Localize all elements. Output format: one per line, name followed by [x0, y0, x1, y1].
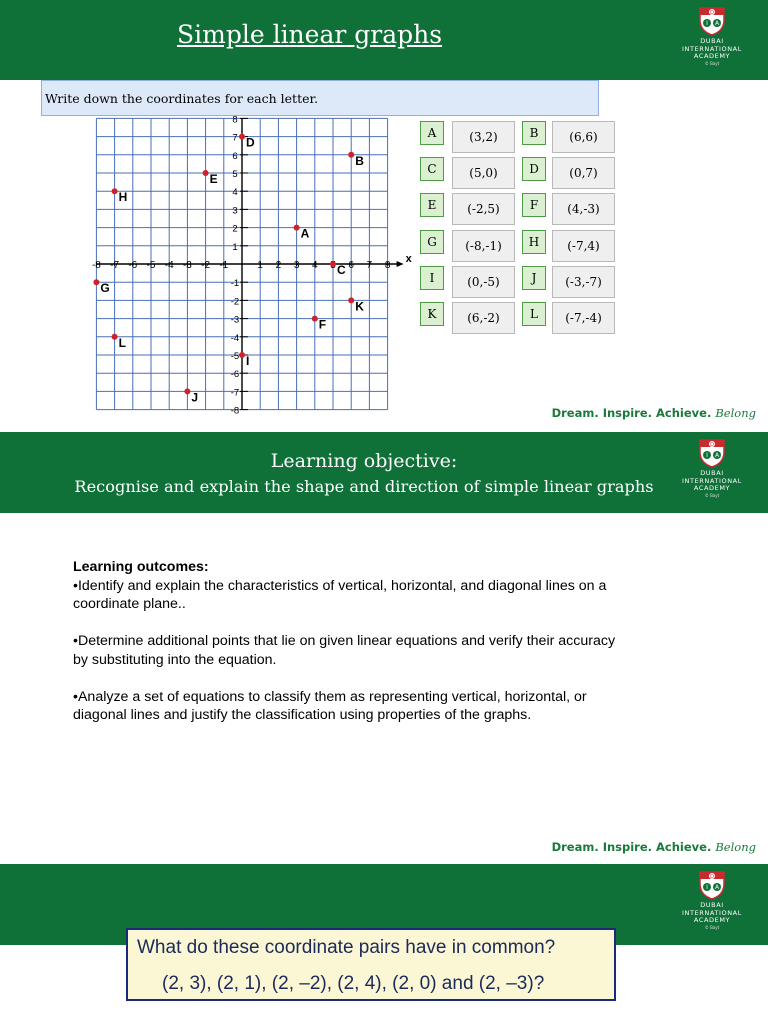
answer-letter-f: F	[522, 193, 546, 217]
tagline	[552, 406, 756, 420]
tagline-belong: Belong	[715, 840, 756, 854]
dia-logo	[672, 438, 752, 506]
dia-logo	[672, 6, 752, 74]
y-tick-label: 2	[232, 223, 238, 235]
point-g-marker	[93, 279, 99, 285]
answer-coordinate-g: (-8,-1)	[452, 230, 515, 262]
logo-name-line1: DUBAI	[700, 37, 724, 45]
x-tick-label: 6	[348, 260, 354, 271]
coordinate-grid	[88, 114, 418, 416]
slide1-header-band	[0, 0, 768, 80]
x-tick-label: -4	[164, 260, 174, 271]
point-k-label: K	[355, 299, 364, 314]
point-a-marker	[294, 225, 300, 231]
y-tick-label: 8	[232, 114, 238, 126]
logo-name-line1: DUBAI	[700, 901, 724, 909]
logo-name-line3: ACADEMY	[693, 916, 731, 924]
answer-coordinate-h: (-7,4)	[552, 230, 615, 262]
y-tick-label: 7	[232, 132, 238, 144]
answer-letter-b: B	[522, 121, 546, 145]
logo-name-line2: INTERNATIONAL	[682, 908, 742, 917]
point-k-marker	[348, 297, 354, 303]
tagline-main: Dream. Inspire. Achieve.	[551, 406, 712, 420]
answer-coordinate-b: (6,6)	[552, 121, 615, 153]
x-tick-label: 8	[384, 260, 391, 271]
answer-coordinate-e: (-2,5)	[452, 193, 515, 225]
answer-letter-i: I	[420, 266, 444, 290]
point-a-label: A	[300, 226, 310, 241]
x-tick-label: -6	[128, 260, 138, 271]
dia-logo	[672, 870, 752, 938]
logo-sub: © Bayt	[704, 60, 720, 66]
question-line2: (2, 3), (2, 1), (2, –2), (2, 4), (2, 0) and (2, –3)?	[162, 973, 545, 994]
y-tick-label: -5	[230, 351, 240, 362]
point-c-marker	[330, 261, 336, 267]
y-tick-label: -4	[230, 332, 240, 344]
answer-coordinate-c: (5,0)	[452, 157, 515, 189]
dia-shield-icon	[698, 870, 726, 900]
outcome-item: •Identify and explain the characteristics of vertical, horizontal, and diagonal lines on a coordinate plane..	[73, 577, 607, 612]
answer-coordinate-i: (0,-5)	[452, 266, 515, 298]
x-tick-label: -5	[146, 260, 156, 271]
y-tick-label: -8	[230, 405, 240, 416]
y-tick-label: -7	[230, 387, 240, 399]
x-axis-arrow-icon	[397, 261, 404, 267]
y-tick-label: 6	[232, 150, 238, 162]
x-tick-label: 1	[257, 260, 263, 271]
x-tick-label: 2	[275, 260, 282, 271]
shield-letter-d: D	[710, 442, 714, 448]
answer-letter-e: E	[420, 193, 444, 217]
point-e-marker	[203, 170, 209, 176]
point-g-label: G	[100, 281, 110, 296]
point-b-label: B	[355, 153, 364, 168]
shield-letter-i: I	[706, 884, 708, 891]
logo-name-line2: INTERNATIONAL	[682, 476, 742, 485]
point-d-label: D	[246, 135, 255, 150]
y-tick-label: -2	[230, 296, 240, 308]
x-tick-label: -8	[91, 260, 101, 271]
shield-letter-i: I	[706, 452, 708, 459]
y-tick-label: 5	[232, 169, 238, 180]
answer-letter-j: J	[522, 266, 546, 290]
answer-coordinate-l: (-7,-4)	[552, 302, 615, 334]
logo-sub: © Bayt	[704, 492, 720, 498]
point-i-marker	[239, 352, 245, 358]
y-tick-label: -1	[230, 278, 240, 290]
answer-letter-h: H	[522, 230, 546, 254]
x-tick-label: -2	[201, 260, 211, 271]
objective-subtitle: Recognise and explain the shape and direction of simple linear graphs	[74, 477, 654, 496]
point-j-label: J	[191, 390, 199, 405]
shield-letter-a: A	[714, 20, 720, 27]
shield-letter-a: A	[714, 452, 720, 459]
logo-name	[672, 470, 752, 493]
learning-outcomes	[73, 558, 633, 743]
y-tick-label: 1	[232, 241, 238, 253]
point-i-label: I	[246, 354, 250, 368]
answer-letter-k: K	[420, 302, 444, 326]
outcomes-heading: Learning outcomes:	[73, 559, 209, 575]
logo-name-line3: ACADEMY	[693, 52, 731, 60]
objective-title: Learning objective:	[270, 450, 458, 472]
slide1-title: Simple linear graphs	[177, 20, 443, 49]
point-j-marker	[184, 388, 190, 394]
point-f-marker	[312, 316, 318, 322]
shield-letter-a: A	[714, 884, 720, 891]
answer-coordinate-j: (-3,-7)	[552, 266, 615, 298]
x-tick-label: -7	[110, 260, 120, 271]
shield-letter-i: I	[706, 20, 708, 27]
question-line1: What do these coordinate pairs have in common?	[137, 937, 556, 958]
logo-name-line1: DUBAI	[700, 469, 724, 477]
answer-coordinate-k: (6,-2)	[452, 302, 515, 334]
shield-letter-d: D	[710, 10, 714, 16]
logo-sub: © Bayt	[704, 924, 720, 930]
tagline	[552, 840, 756, 854]
point-l-marker	[112, 334, 118, 340]
x-tick-label: 4	[312, 260, 318, 271]
x-tick-label: -3	[182, 260, 192, 271]
point-c-label: C	[337, 263, 346, 277]
y-tick-label: -3	[230, 314, 240, 326]
answer-letter-g: G	[420, 230, 444, 254]
logo-name	[672, 38, 752, 61]
point-l-label: L	[118, 335, 126, 350]
instruction-box	[41, 80, 599, 116]
point-b-marker	[348, 152, 354, 158]
answer-coordinate-f: (4,-3)	[552, 193, 615, 225]
point-d-marker	[239, 134, 245, 140]
logo-name	[672, 902, 752, 925]
dia-shield-icon	[698, 6, 726, 36]
y-tick-label: 3	[232, 205, 238, 217]
slide2-header-band	[0, 432, 768, 513]
point-f-label: F	[318, 317, 327, 332]
point-e-label: E	[209, 172, 218, 186]
logo-name-line3: ACADEMY	[693, 484, 731, 492]
dia-shield-icon	[698, 438, 726, 468]
logo-name-line2: INTERNATIONAL	[682, 44, 742, 53]
x-tick-label: 7	[366, 260, 373, 271]
answer-letter-l: L	[522, 302, 546, 326]
x-tick-label: 3	[293, 260, 300, 271]
tagline-belong: Belong	[715, 406, 756, 420]
answer-letter-c: C	[420, 157, 444, 181]
question-box	[126, 928, 616, 1001]
y-tick-label: 4	[232, 187, 238, 199]
outcome-item: •Determine additional points that lie on given linear equations and verify their accuracy by substituting into the equation.	[73, 633, 616, 668]
shield-letter-d: D	[710, 874, 714, 880]
outcome-item: •Analyze a set of equations to classify them as representing vertical, horizontal, or diagonal lines and justify the classification using properties of the graphs.	[73, 688, 587, 723]
answer-coordinate-a: (3,2)	[452, 121, 515, 153]
point-h-label: H	[118, 190, 128, 205]
tagline-main: Dream. Inspire. Achieve.	[551, 840, 712, 854]
answer-coordinate-d: (0,7)	[552, 157, 615, 189]
answer-letter-d: D	[522, 157, 546, 181]
point-h-marker	[112, 188, 118, 194]
instruction-text: Write down the coordinates for each letter.	[45, 91, 319, 106]
y-tick-label: -6	[230, 369, 240, 381]
x-tick-label: -1	[219, 260, 229, 271]
x-axis-label: x	[405, 253, 412, 265]
answer-letter-a: A	[420, 121, 444, 145]
